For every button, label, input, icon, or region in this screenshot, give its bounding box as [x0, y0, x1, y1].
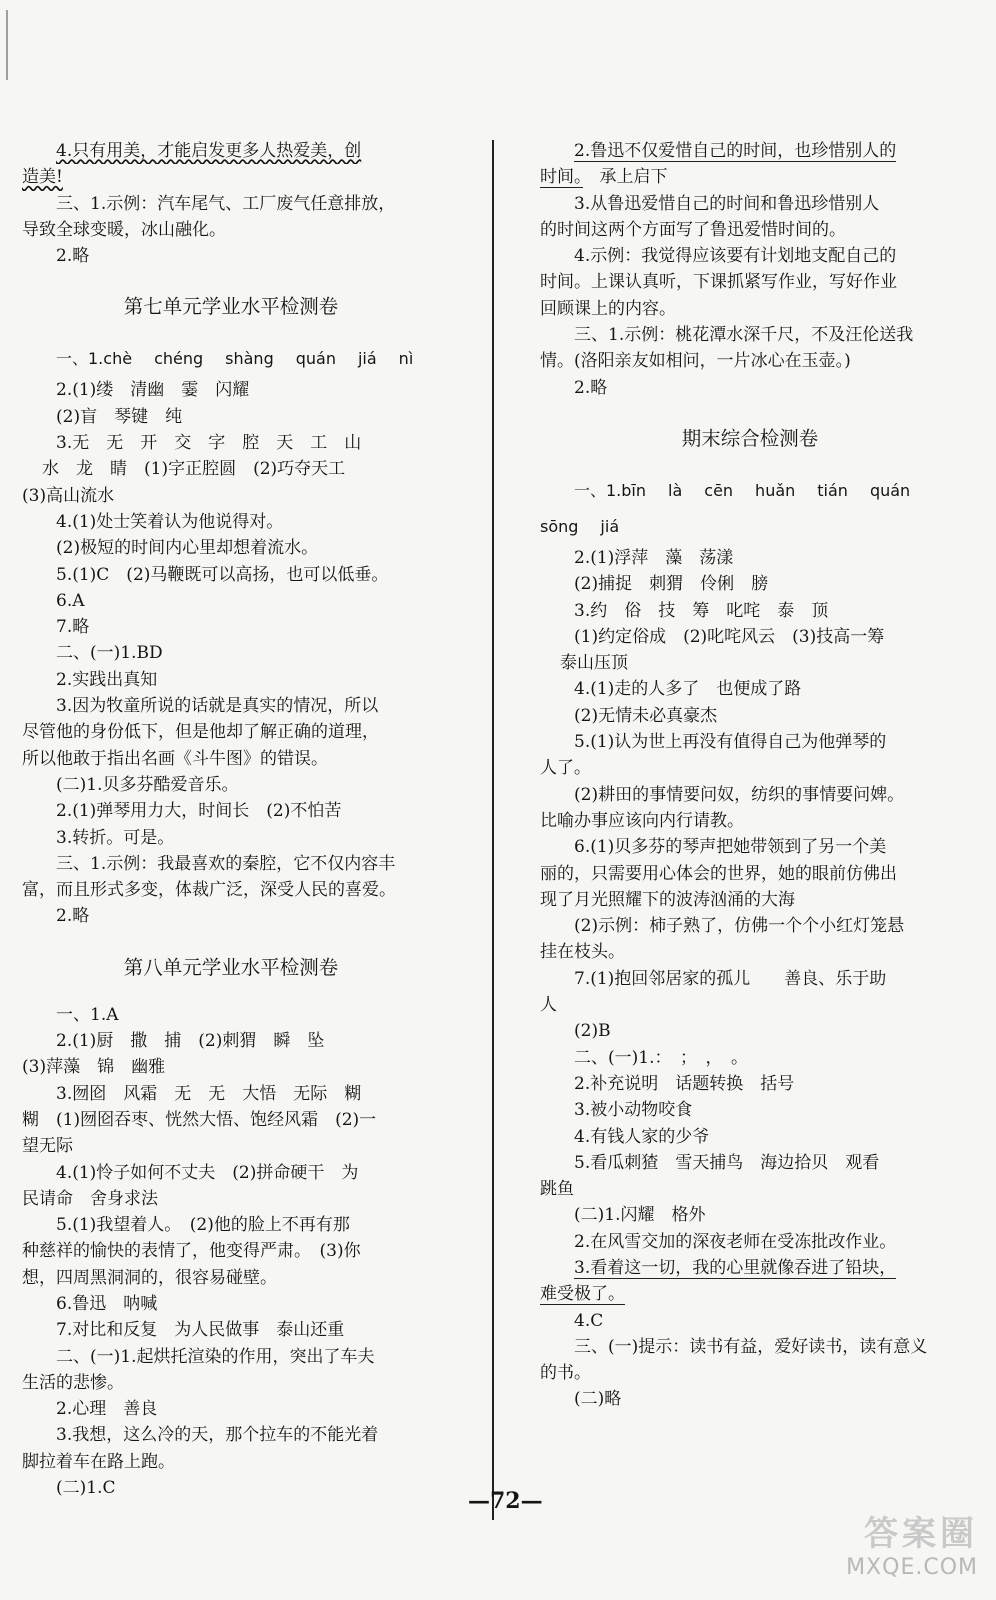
answer-line: 脚拉着车在路上跑。	[22, 1451, 175, 1472]
answer-line: 导致全球变暖，冰山融化。	[22, 219, 226, 240]
answer-line: 3.转折。可是。	[56, 827, 175, 848]
answer-line: 三、1.示例：桃花潭水深千尺，不及汪伦送我	[574, 325, 914, 346]
answer-line: 水 龙 睛 (1)字正腔圆 (2)巧夺天工	[42, 459, 346, 480]
answer-line: 的书。	[540, 1363, 591, 1384]
answer-line: 6.(1)贝多芬的琴声把她带领到了另一个美	[574, 837, 887, 858]
answer-line: 4.(1)处士笑着认为他说得对。	[56, 511, 284, 532]
answer-line: 种慈祥的愉快的表情了，他变得严肃。 (3)你	[22, 1241, 361, 1262]
answer-line: (2)极短的时间内心里却想着流水。	[56, 538, 319, 559]
left-column	[22, 138, 440, 1501]
answer-line: 3.因为牧童所说的话就是真实的情况，所以	[56, 696, 379, 717]
answer-line: 3.囫囵 风霜 无 无 大悟 无际 糊	[56, 1083, 362, 1104]
answer-line: 三、1.示例：汽车尾气、工厂废气任意排放，	[56, 193, 396, 214]
answer-line: 糊 (1)囫囵吞枣、恍然大悟、饱经风霜 (2)一	[22, 1109, 377, 1130]
answer-line: 生活的悲惨。	[22, 1372, 124, 1393]
answer-line: 2.实践出真知	[56, 669, 158, 690]
margin-mark	[6, 10, 14, 80]
answer-line: 4.有钱人家的少爷	[574, 1126, 710, 1147]
answer-line: 3.被小动物咬食	[574, 1100, 693, 1121]
answer-line: (二)1.C	[56, 1478, 116, 1499]
answer-line: 2.(1)缕 清幽 霎 闪耀	[56, 380, 250, 401]
page-number: —72—	[468, 1488, 543, 1514]
answer-line: (二)略	[574, 1389, 622, 1410]
answer-line: 所以他敢于指出名画《斗牛图》的错误。	[22, 748, 328, 769]
answer-line: 5.(1)C (2)马鞭既可以高扬，也可以低垂。	[56, 564, 389, 585]
answer-line: 三、(一)提示：读书有益，爱好读书，读有意义	[574, 1336, 928, 1357]
answer-line: 4.只有用美，才能启发更多人热爱美，创	[56, 141, 362, 161]
answer-line: (二)1.贝多芬酷爱音乐。	[56, 774, 239, 795]
answer-line: 人	[540, 995, 557, 1016]
answer-line: 7.略	[56, 617, 90, 638]
answer-line: (2)盲 琴键 纯	[56, 406, 183, 427]
answer-line: 2.略	[56, 906, 90, 927]
answer-line: (二)1.闪耀 格外	[574, 1205, 706, 1226]
answer-line: (2)捕捉 刺猬 伶俐 膀	[574, 574, 769, 595]
watermark-logo: 答案圈	[864, 1514, 978, 1554]
pinyin-row: 一、1.chè chéng shàng quán jiá nì	[56, 349, 414, 369]
answer-line: 7.(1)抱回邻居家的孤儿 善良、乐于助	[574, 968, 887, 989]
answer-line: 5.(1)我望着人。 (2)他的脸上不再有那	[56, 1215, 350, 1236]
section-heading-final: 期末综合检测卷	[681, 426, 819, 450]
section-heading-unit7: 第七单元学业水平检测卷	[123, 295, 339, 319]
answer-line: 6.鲁迅 呐喊	[56, 1293, 158, 1314]
answer-line: 时间。 承上启下	[540, 167, 668, 188]
answer-line: 二、(一)1.起烘托渲染的作用，突出了车夫	[56, 1346, 375, 1367]
answer-line: 3.无 无 开 交 字 腔 天 工 山	[56, 433, 362, 454]
answer-line: 富，而且形式多变，体裁广泛，深受人民的喜爱。	[22, 880, 396, 901]
section-heading-unit8: 第八单元学业水平检测卷	[123, 955, 339, 979]
answer-line: 3.看着这一切，我的心里就像吞进了铅块，	[574, 1257, 897, 1278]
answer-line: 3.约 俗 技 筹 叱咤 泰 顶	[574, 600, 829, 621]
answer-line: 情。(洛阳亲友如相问，一片冰心在玉壶。)	[540, 351, 851, 372]
answer-line: 尽管他的身份低下，但是他却了解正确的道理，	[22, 722, 379, 743]
answer-line: 3.我想，这么冷的天，那个拉车的不能光着	[56, 1425, 379, 1446]
answer-line: 2.(1)浮萍 藻 荡漾	[574, 547, 734, 568]
answer-line: 3.从鲁迅爱惜自己的时间和鲁迅珍惜别人	[574, 193, 880, 214]
right-column	[540, 138, 960, 1413]
watermark-site: MXQE.COM	[846, 1555, 978, 1580]
answer-line: 丽的，只需要用心体会的世界，她的眼前仿佛出	[540, 863, 897, 884]
answer-line: (2)无情未必真豪杰	[574, 705, 718, 726]
answer-line: 4.(1)走的人多了 也便成了路	[574, 679, 802, 700]
answer-line: 二、(一)1.BD	[56, 643, 163, 664]
answer-line: 7.对比和反复 为人民做事 泰山还重	[56, 1320, 345, 1341]
answer-line: 一、1.A	[56, 1004, 119, 1025]
pinyin-row: 一、1.bīn là cēn huǎn tián quán	[574, 480, 911, 500]
answer-line: 想，四周黑洞洞的，很容易碰壁。	[22, 1267, 277, 1288]
answer-line: (1)约定俗成 (2)叱咤风云 (3)技高一筹	[574, 626, 885, 647]
answer-line: (2)耕田的事情要问奴，纺织的事情要问婢。	[574, 784, 905, 805]
answer-line: 的时间这两个方面写了鲁迅爱惜时间的。	[540, 219, 846, 240]
answer-line: (2)示例：柿子熟了，仿佛一个个小红灯笼悬	[574, 916, 905, 937]
answer-line: (3)高山流水	[22, 485, 115, 506]
answer-line: 回顾课上的内容。	[540, 298, 676, 319]
answer-line: (3)萍藻 锦 幽雅	[22, 1057, 166, 1078]
column-divider	[492, 140, 494, 1520]
answer-line: 比喻办事应该向内行请教。	[540, 810, 744, 831]
answer-line: 2.心理 善良	[56, 1399, 158, 1420]
answer-line: 4.示例：我觉得应该要有计划地支配自己的	[574, 246, 897, 267]
answer-line: 2.略	[56, 246, 90, 267]
answer-line: 2.(1)弹琴用力大，时间长 (2)不怕苦	[56, 801, 342, 822]
answer-line: 望无际	[22, 1136, 73, 1157]
answer-line: 挂在枝头。	[540, 942, 625, 963]
answer-line: 民请命 舍身求法	[22, 1188, 158, 1209]
answer-line: 5.(1)认为世上再没有值得自己为他弹琴的	[574, 732, 887, 753]
answer-line: 6.A	[56, 590, 85, 611]
answer-line: 造美!	[22, 167, 63, 188]
answer-line: 三、1.示例：我最喜欢的秦腔，它不仅内容丰	[56, 853, 396, 874]
answer-line: 二、(一)1.： ； ， 。	[574, 1047, 748, 1068]
answer-line: (2)B	[574, 1021, 611, 1042]
answer-line: 人了。	[540, 758, 591, 779]
answer-line: 4.C	[574, 1310, 604, 1331]
answer-line: 2.鲁迅不仅爱惜自己的时间，也珍惜别人的	[574, 141, 897, 161]
answer-line: 2.(1)厨 撒 捕 (2)刺猬 瞬 坠	[56, 1031, 325, 1052]
answer-line: 2.补充说明 话题转换 括号	[574, 1073, 795, 1094]
answer-line: 5.看瓜刺猹 雪天捕鸟 海边拾贝 观看	[574, 1152, 880, 1173]
pinyin-row: sōng jiá	[540, 516, 620, 536]
answer-line: 跳鱼	[540, 1179, 574, 1200]
answer-line: 2.在风雪交加的深夜老师在受冻批改作业。	[574, 1231, 897, 1252]
answer-line: 现了月光照耀下的波涛汹涌的大海	[540, 889, 795, 910]
answer-line: 4.(1)怜子如何不丈夫 (2)拼命硬干 为	[56, 1162, 359, 1183]
answer-line: 2.略	[574, 377, 608, 398]
answer-line: 泰山压顶	[560, 653, 628, 674]
answer-line: 时间。上课认真听，下课抓紧写作业，写好作业	[540, 272, 897, 293]
answer-line: 难受极了。	[540, 1284, 625, 1305]
watermark	[846, 1506, 978, 1580]
